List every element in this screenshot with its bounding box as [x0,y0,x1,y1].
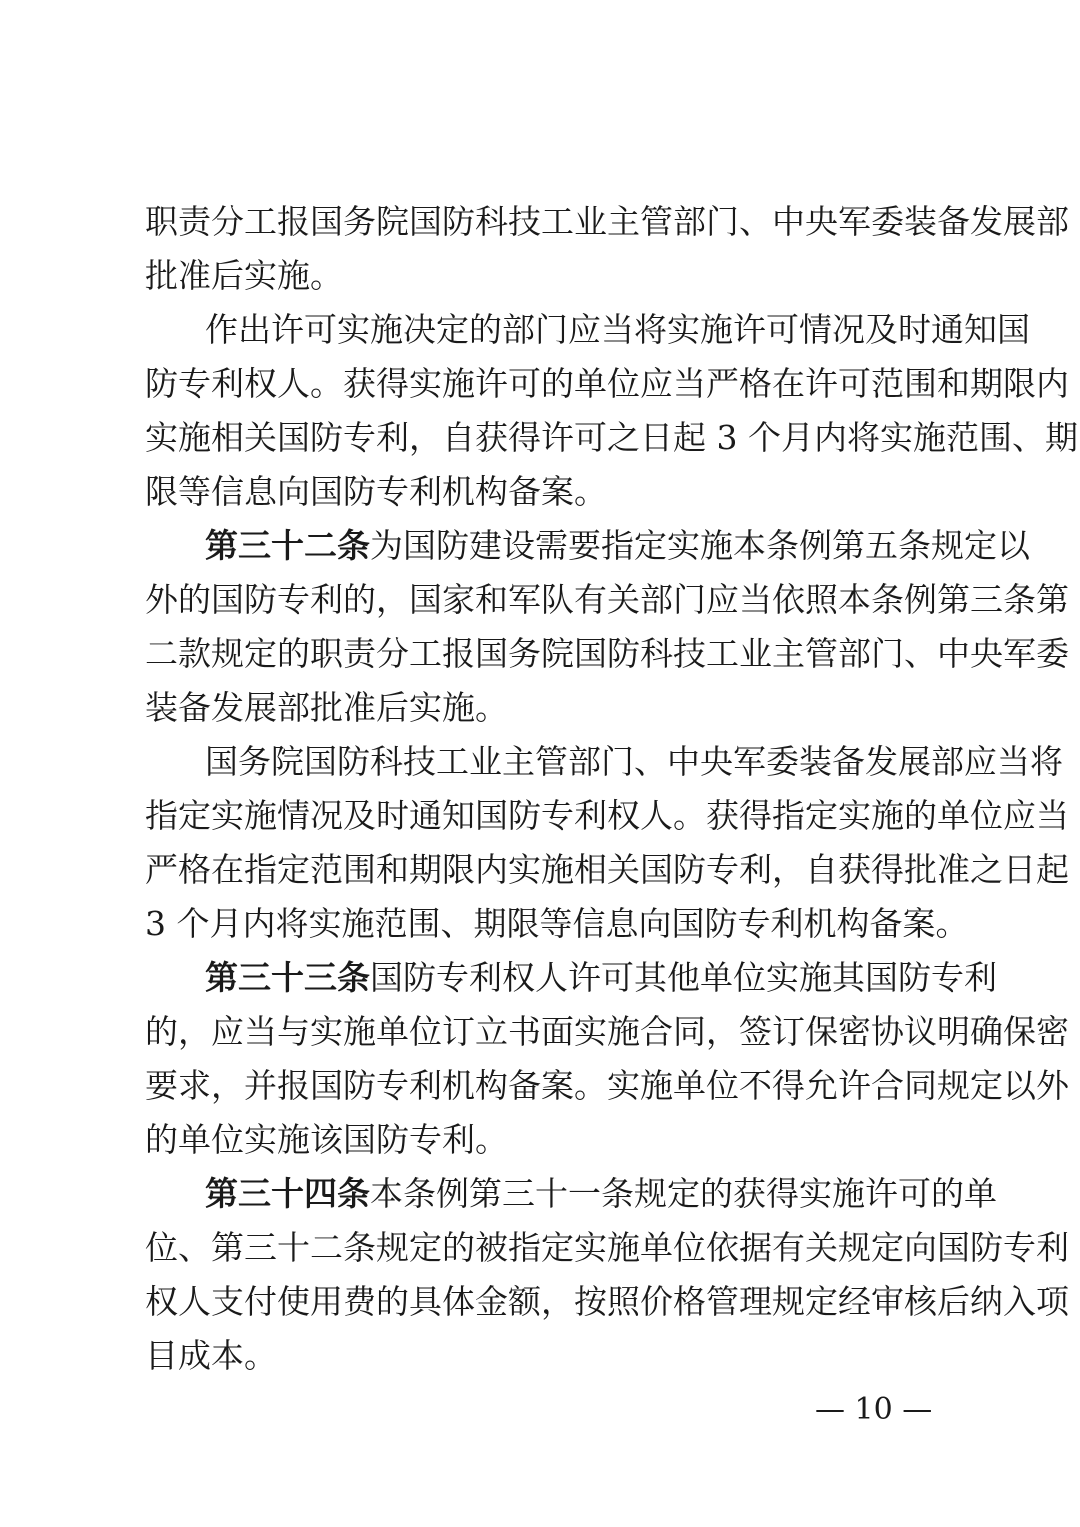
line-text: 指定实施情况及时通知国防专利权人。获得指定实施的单位应当 [145,796,1069,835]
article-line [205,524,1030,568]
text-line [145,848,1069,892]
text-line [145,254,945,298]
line-text: 要求，并报国防专利机构备案。实施单位不得允许合同规定以外 [145,1066,1069,1105]
text-line [145,470,945,514]
article-heading: 第三十二条 [205,526,370,565]
line-text: 防专利权人。获得实施许可的单位应当严格在许可范围和期限内 [145,364,1069,403]
page-number: — 10 — [815,1392,933,1427]
line-text: 目成本。 [145,1336,277,1375]
line-text: 3 个月内将实施范围、期限等信息向国防专利机构备案。 [145,904,969,943]
line-text: 权人支付使用费的具体金额，按照价格管理规定经审核后纳入项 [145,1282,1069,1321]
text-line [145,632,1069,676]
text-line [145,416,1078,460]
text-line [205,740,1063,784]
line-text: 外的国防专利的，国家和军队有关部门应当依照本条例第三条第 [145,580,1069,619]
line-text: 装备发展部批准后实施。 [145,688,508,727]
line-text: 国务院国防科技工业主管部门、中央军委装备发展部应当将 [205,742,1063,781]
line-text: 批准后实施。 [145,256,343,295]
line-text: 本条例第三十一条规定的获得实施许可的单 [370,1174,997,1213]
line-text: 位、第三十二条规定的被指定实施单位依据有关规定向国防专利 [145,1228,1069,1267]
text-line [145,1334,945,1378]
article-heading: 第三十四条 [205,1174,370,1213]
text-line [145,1118,945,1162]
line-text: 实施相关国防专利，自获得许可之日起 3 个月内将实施范围、期 [145,418,1078,457]
text-line [145,686,945,730]
text-line [145,200,1069,244]
line-text: 严格在指定范围和期限内实施相关国防专利，自获得批准之日起 [145,850,1069,889]
article-heading: 第三十三条 [205,958,370,997]
line-text: 的单位实施该国防专利。 [145,1120,508,1159]
line-text: 为国防建设需要指定实施本条例第五条规定以 [370,526,1030,565]
line-text: 职责分工报国务院国防科技工业主管部门、中央军委装备发展部 [145,202,1069,241]
text-line [145,1010,1069,1054]
text-line [145,794,1069,838]
text-line [145,1226,1069,1270]
text-line [145,1064,1069,1108]
text-line [205,308,1030,352]
line-text: 的，应当与实施单位订立书面实施合同，签订保密协议明确保密 [145,1012,1069,1051]
line-text: 作出许可实施决定的部门应当将实施许可情况及时通知国 [205,310,1030,349]
text-line [145,902,969,946]
line-text: 限等信息向国防专利机构备案。 [145,472,607,511]
line-text: 国防专利权人许可其他单位实施其国防专利 [370,958,997,997]
text-line [145,362,1069,406]
line-text: 二款规定的职责分工报国务院国防科技工业主管部门、中央军委 [145,634,1069,673]
text-line [145,1280,1069,1324]
article-line [205,1172,997,1216]
article-line [205,956,997,1000]
text-line [145,578,1069,622]
